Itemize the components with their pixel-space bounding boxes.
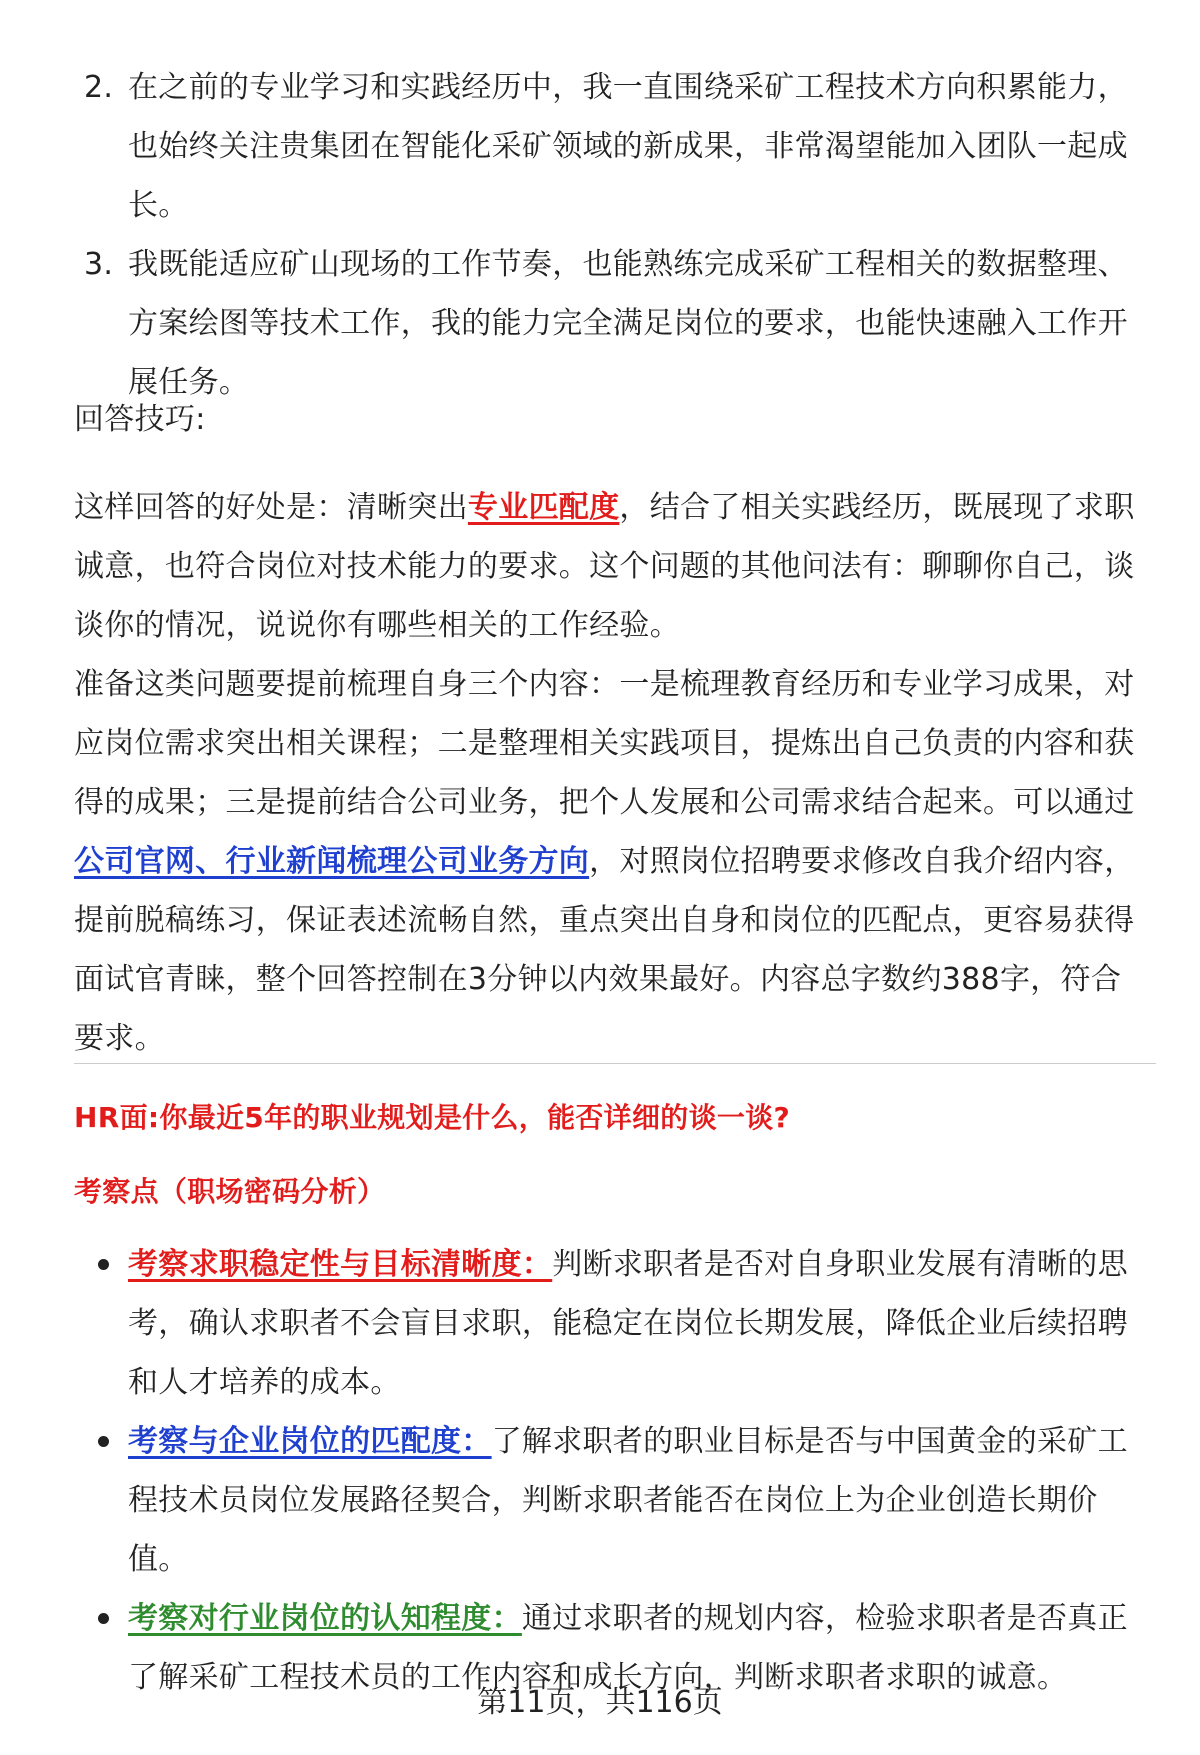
- list-item-text: 在之前的专业学习和实践经历中，我一直围绕采矿工程技术方向积累能力，也始终关注贵集团在智能化采矿领域的新成果，非常渴望能加入团队一起成长。: [128, 70, 1128, 223]
- question-heading: HR面:你最近5年的职业规划是什么，能否详细的谈一谈?: [74, 1101, 791, 1134]
- bullet-label: 考察与企业岗位的匹配度：: [128, 1424, 492, 1459]
- preparation-paragraph: [74, 655, 1146, 1068]
- bullet-icon: [98, 1613, 109, 1624]
- bullet-text: 判断求职者是否对自身职业发展有清晰的思考，确认求职者不会盲目求职，能稳定在岗位长期发展，降低企业后续招聘和人才培养的成本。: [128, 1247, 1128, 1400]
- highlight-keyword: 专业匹配度: [467, 490, 620, 525]
- list-item-text: 我既能适应矿山现场的工作节奏，也能熟练完成采矿工程相关的数据整理、方案绘图等技术工作，我的能力完全满足岗位的要求，也能快速融入工作开展任务。: [128, 247, 1128, 400]
- highlight-keyword: 公司官网、行业新闻梳理公司业务方向: [74, 844, 590, 879]
- bullet-icon: [98, 1436, 109, 1447]
- answer-benefit-paragraph: [74, 478, 1146, 655]
- paragraph-text: ，结合了相关实践经历，既展现了求职诚意，也符合岗位对技术能力的要求。这个问题的其他问法有：聊聊你自己，谈谈你的情况，说说你有哪些相关的工作经验。: [74, 490, 1135, 643]
- paragraph-text: ，对照岗位招聘要求修改自我介绍内容，提前脱稿练习，保证表述流畅自然，重点突出自身和岗位的匹配点，更容易获得面试官青睐，整个回答控制在3分钟以内效果最好。内容总字数约388字，符合要求。: [74, 844, 1135, 1056]
- numbered-list: [0, 58, 1200, 412]
- paragraph-text: 这样回答的好处是：清晰突出: [74, 490, 468, 525]
- list-item: [0, 58, 1144, 235]
- tips-label: 回答技巧:: [74, 402, 206, 437]
- assessment-bullet-list: [0, 1235, 1200, 1707]
- bullet-label: 考察对行业岗位的认知程度：: [128, 1601, 522, 1636]
- list-number: 3.: [84, 247, 114, 282]
- bullet-item: [0, 1412, 1144, 1589]
- bullet-text: 通过求职者的规划内容，检验求职者是否真正了解采矿工程技术员的工作内容和成长方向，判断求职者求职的诚意。: [128, 1601, 1128, 1695]
- bullet-text: 了解求职者的职业目标是否与中国黄金的采矿工程技术员岗位发展路径契合，判断求职者能否在岗位上为企业创造长期价值。: [128, 1424, 1128, 1577]
- page-number-footer: 第11页，共116页: [477, 1685, 723, 1720]
- section-divider: [74, 1063, 1156, 1064]
- paragraph-text: 准备这类问题要提前梳理自身三个内容：一是梳理教育经历和专业学习成果，对应岗位需求突出相关课程；二是整理相关实践项目，提炼出自己负责的内容和获得的成果；三是提前结合公司业务，把个人发展和公司需求结合起来。可以通过: [74, 667, 1135, 820]
- list-number: 2.: [84, 70, 114, 105]
- bullet-icon: [98, 1259, 109, 1270]
- assessment-subheading: 考察点（职场密码分析）: [74, 1175, 386, 1208]
- bullet-label: 考察求职稳定性与目标清晰度：: [128, 1247, 553, 1282]
- list-item: [0, 235, 1144, 412]
- bullet-item: [0, 1235, 1144, 1412]
